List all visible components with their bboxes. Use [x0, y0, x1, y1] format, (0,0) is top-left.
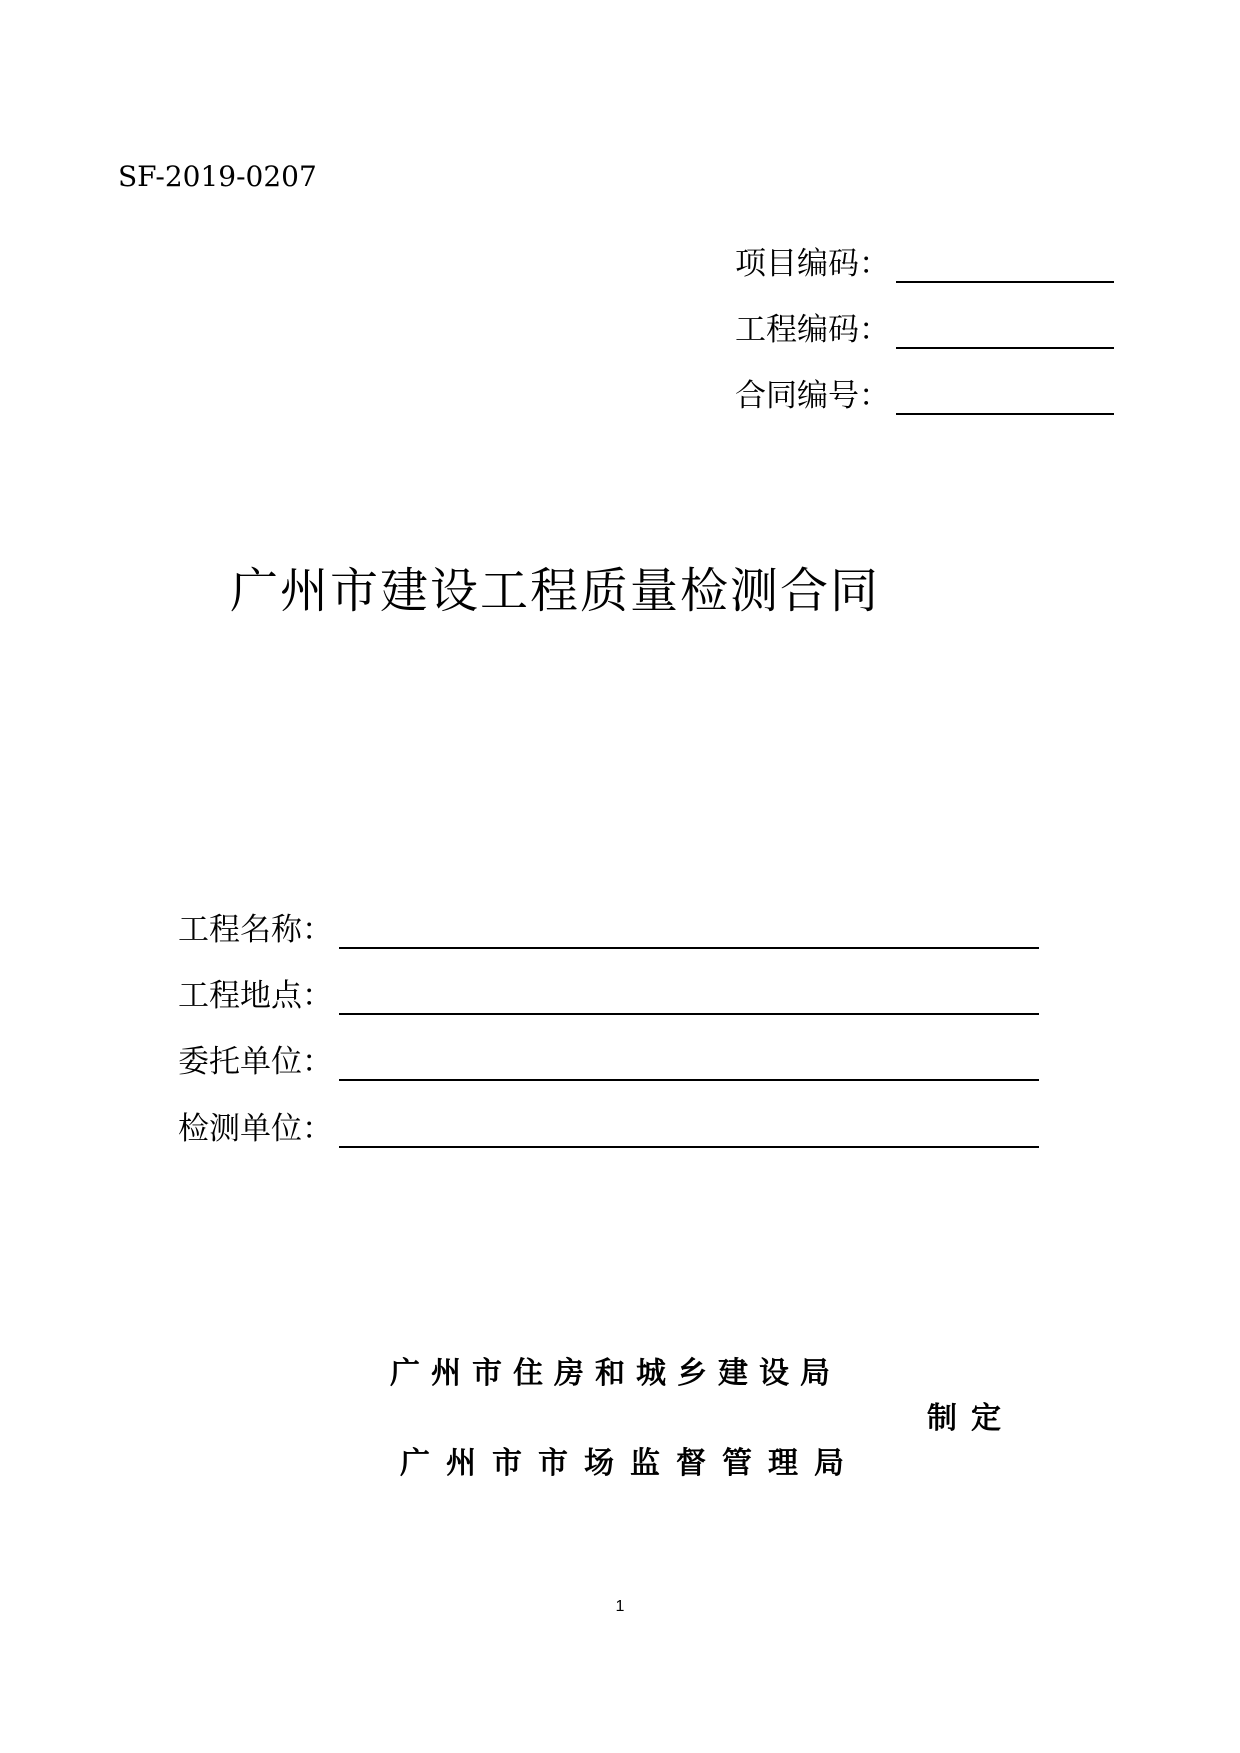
client-unit-label: 委托单位： — [178, 1044, 333, 1080]
document-code: SF-2019-0207 — [118, 160, 317, 193]
testing-unit-field[interactable] — [339, 1114, 1039, 1148]
project-name-row — [178, 904, 1039, 949]
project-code-row — [735, 238, 1114, 283]
contract-number-field[interactable] — [896, 381, 1114, 415]
testing-unit-label: 检测单位： — [178, 1111, 333, 1147]
project-location-field[interactable] — [339, 981, 1039, 1015]
project-code-label: 项目编码： — [735, 246, 890, 282]
client-unit-field[interactable] — [339, 1047, 1039, 1081]
engineering-code-label: 工程编码： — [735, 312, 890, 348]
engineering-code-field[interactable] — [896, 315, 1114, 349]
client-unit-row — [178, 1036, 1039, 1081]
issuer-market-bureau: 广州市市场监督管理局 — [400, 1446, 860, 1481]
contract-number-row — [735, 370, 1114, 415]
contract-number-label: 合同编号： — [735, 378, 890, 414]
page-number: 1 — [615, 1598, 625, 1615]
document-title: 广州市建设工程质量检测合同 — [230, 563, 881, 619]
project-location-label: 工程地点： — [178, 978, 333, 1014]
issuer-action: 制定 — [927, 1401, 1015, 1436]
project-code-field[interactable] — [896, 249, 1114, 283]
project-location-row — [178, 970, 1039, 1015]
testing-unit-row — [178, 1103, 1039, 1148]
project-name-label: 工程名称： — [178, 912, 333, 948]
issuer-housing-bureau: 广州市住房和城乡建设局 — [390, 1356, 841, 1391]
engineering-code-row — [735, 304, 1114, 349]
project-name-field[interactable] — [339, 915, 1039, 949]
